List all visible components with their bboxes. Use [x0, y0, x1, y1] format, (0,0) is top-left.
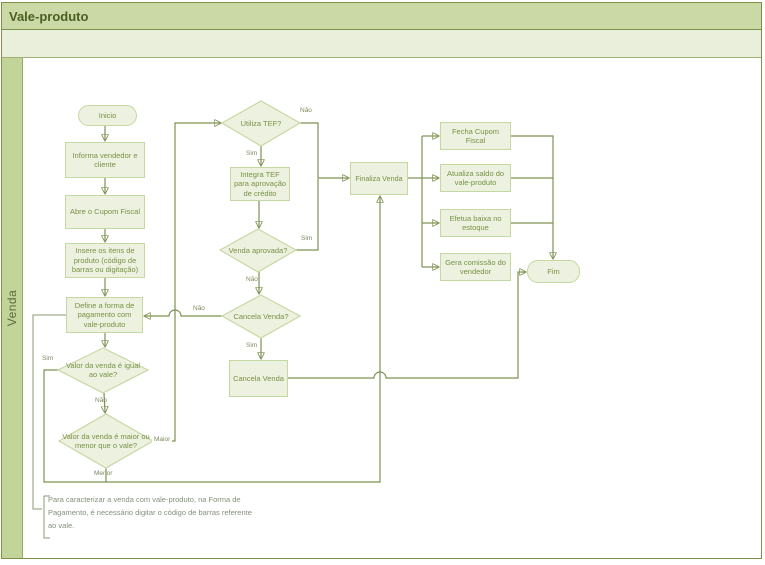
task-define-pagamento: Define a forma de pagamento com vale-produto [66, 297, 143, 333]
task-informa-vendedor: Informa vendedor e cliente [65, 142, 145, 178]
pool-title: Vale-produto [2, 3, 761, 30]
decision-cancela-venda: Cancela Venda? [233, 311, 289, 321]
edge-cancela-fim [288, 272, 525, 378]
edge-utilizatef-nao-finaliza [300, 123, 348, 178]
label-sim-valor-igual: Sim [42, 355, 54, 362]
label-menor: Menor [94, 470, 113, 477]
edge-cancelaq-nao-define [145, 310, 222, 316]
label-nao-utiliza-tef: Não [300, 107, 312, 114]
task-integra-tef: Integra TEF para aprovação de crédito [230, 167, 290, 201]
task-cancela-venda: Cancela Venda [229, 360, 288, 397]
edge-maior-utilizatef [153, 123, 220, 441]
task-atualiza-saldo: Atualiza saldo do vale-produto [440, 164, 511, 192]
task-efetua-baixa: Efetua baixa no estoque [440, 209, 511, 237]
task-finaliza-venda: Finaliza Venda [350, 162, 408, 195]
edge-note-connector [33, 315, 66, 509]
end-node: Fim [527, 260, 580, 283]
decision-valor-maior-menor: Valor da venda é maior ou menor que o vale? [62, 432, 150, 450]
task-insere-itens: Insere os itens de produto (código de barras ou digitação) [65, 243, 145, 278]
decision-valor-igual: Valor da venda é igual ao vale? [65, 361, 141, 379]
label-nao-valor-igual: Não [95, 397, 107, 404]
lane-label: Venda [5, 289, 19, 327]
task-abre-cupom: Abre o Cupom Fiscal [65, 195, 145, 229]
task-fecha-cupom: Fecha Cupom Fiscal [440, 122, 511, 150]
label-maior: Maior [154, 436, 171, 443]
decision-venda-aprovada: Venda aprovada? [228, 245, 288, 255]
label-nao-venda-aprovada: Não [246, 276, 258, 283]
annotation-note: Para caracterizar a venda com vale-produto, na Forma de Pagamento, é necessário digitar o código de barras referente ao vale. [48, 495, 252, 530]
edge-merge-fim [511, 136, 553, 258]
label-nao-cancela-venda: Não [193, 305, 205, 312]
task-gera-comissao: Gera comissão do vendedor [440, 253, 511, 281]
start-node: Inicio [78, 105, 137, 126]
label-sim-utiliza-tef: Sim [246, 150, 258, 157]
decision-utiliza-tef: Utiliza TEF? [240, 118, 282, 128]
label-sim-venda-aprovada: Sim [301, 235, 313, 242]
label-sim-cancela-venda: Sim [246, 342, 258, 349]
